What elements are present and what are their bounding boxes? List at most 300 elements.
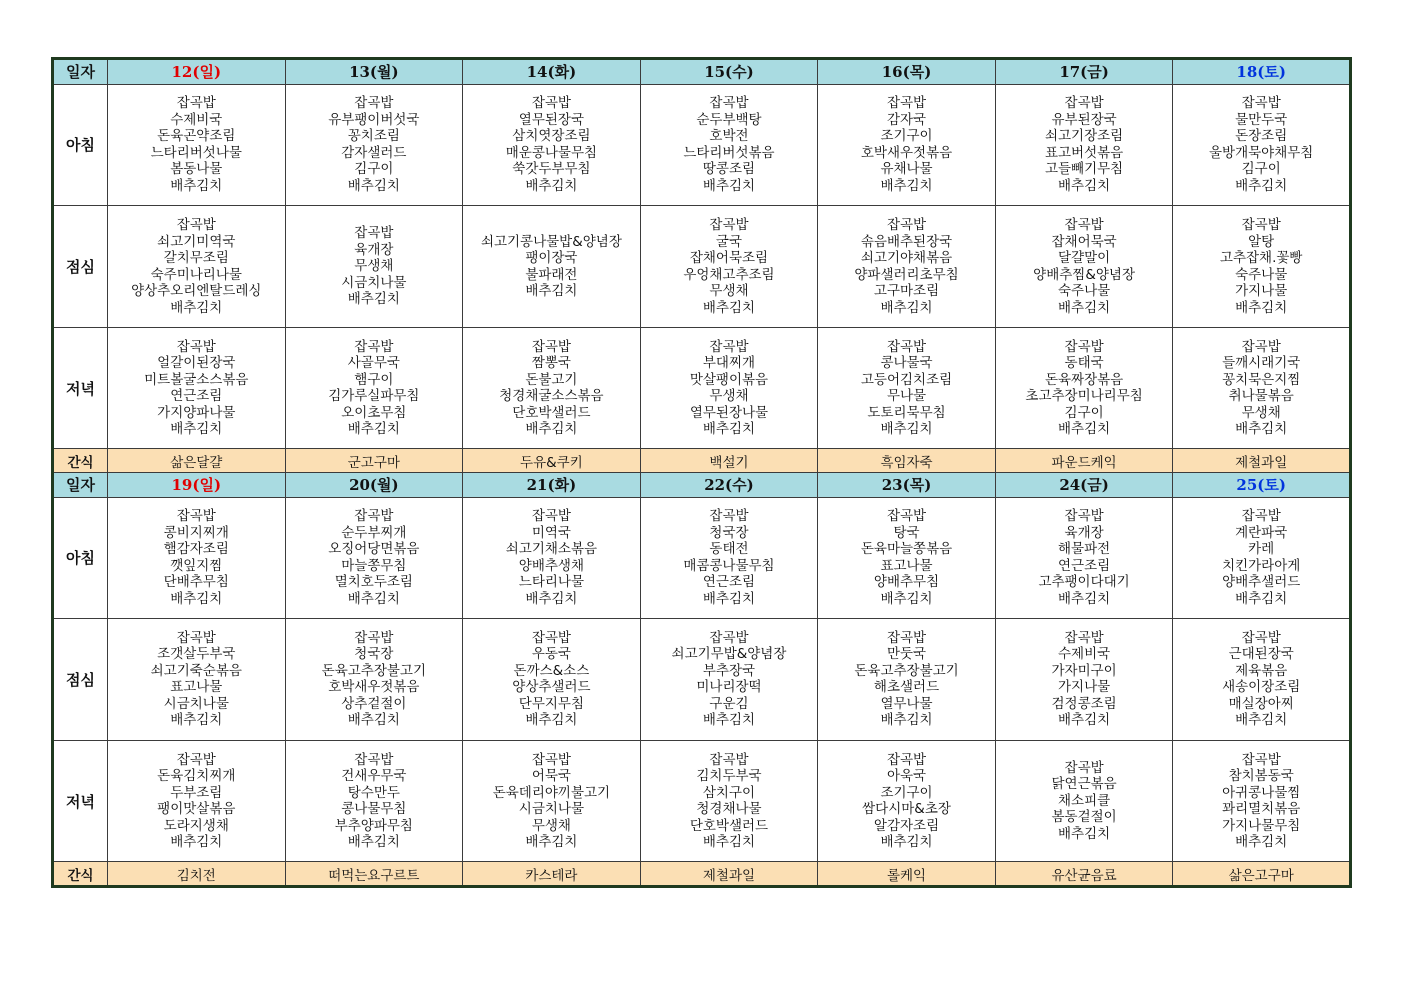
- menu-table-body: [53, 59, 1351, 887]
- dish-item: 쇠고기채소볶음: [505, 541, 598, 558]
- dish-item: 잡곡밥: [531, 338, 571, 355]
- dish-item: 봄동나물: [170, 161, 223, 178]
- dish-item: 김구이: [1064, 404, 1104, 421]
- dish-item: 제육볶음: [1235, 662, 1288, 679]
- dish-item: 잡곡밥: [1241, 751, 1281, 768]
- dinner-menu-cell: [640, 327, 818, 449]
- dish-item: 탕수만두: [347, 784, 400, 801]
- dish-item: 잡곡밥: [886, 629, 927, 646]
- dinner-menu-cell: [108, 327, 286, 449]
- dish-item: 청국장: [354, 646, 394, 663]
- dinner-menu-cell: [818, 740, 996, 862]
- breakfast-menu-cell: [108, 497, 286, 619]
- dish-item: 열무나물: [880, 695, 933, 712]
- day-header: 15(수): [640, 59, 818, 85]
- dish-item: 배추김치: [880, 421, 933, 438]
- dish-item: 어묵국: [531, 768, 571, 785]
- dish-item: 잡채어묵국: [1051, 233, 1117, 250]
- dish-item: 가지양파나물: [157, 404, 236, 421]
- breakfast-menu-cell: [285, 84, 463, 206]
- dish-item: 알감자조림: [873, 817, 940, 834]
- dish-item: 새송이장조림: [1222, 679, 1301, 696]
- dish-item: 청경채나물: [696, 801, 762, 818]
- dish-item: 배추김치: [1058, 421, 1111, 438]
- dish-item: 배추김치: [525, 834, 578, 851]
- dish-item: 잡곡밥: [354, 338, 394, 355]
- dish-item: 우동국: [531, 646, 571, 663]
- dish-item: 배추김치: [525, 421, 578, 438]
- dish-item: 초고추장미나리무침: [1025, 388, 1143, 405]
- dish-item: 잡곡밥: [176, 751, 216, 768]
- dinner-menu-cell: [463, 740, 641, 862]
- dish-item: 마늘쫑무침: [341, 557, 407, 574]
- dish-item: 유채나물: [880, 161, 933, 178]
- dinner-menu-cell: [995, 327, 1173, 449]
- dish-item: 양배추무침: [873, 574, 940, 591]
- lunch-menu-cell: [463, 619, 641, 741]
- dish-item: 잡곡밥: [531, 629, 571, 646]
- lunch-menu-cell: [285, 619, 463, 741]
- dish-item: 돈육짜장볶음: [1044, 371, 1124, 388]
- dish-item: 깻잎지찜: [170, 557, 223, 574]
- dish-item: 잡곡밥: [886, 338, 927, 355]
- dish-item: 배추김치: [347, 834, 400, 851]
- dish-item: 잡곡밥: [1064, 629, 1104, 646]
- dish-item: 콩나물무침: [341, 801, 407, 818]
- dish-item: 달걀말이: [1058, 250, 1111, 266]
- dish-item: 무생채: [354, 258, 394, 275]
- dish-item: 물만두국: [1235, 111, 1288, 128]
- dish-item: 배추김치: [347, 590, 400, 607]
- dinner-menu-cell: [285, 740, 463, 862]
- dish-item: 돈육마늘쫑볶음: [860, 541, 953, 558]
- dish-item: 짬뽕국: [531, 355, 571, 372]
- dish-item: 표고나물: [880, 557, 933, 574]
- dish-item: 잡채어묵조림: [689, 250, 769, 266]
- dish-item: 잡곡밥: [709, 508, 749, 525]
- day-header: 20(월): [285, 472, 463, 497]
- day-header: 24(금): [995, 472, 1173, 497]
- dish-item: 쌈다시마&초장: [862, 801, 951, 818]
- snack-cell: 삶은고구마: [1173, 862, 1351, 887]
- dish-item: 동태국: [1064, 355, 1104, 372]
- dish-item: 불파래전: [525, 266, 578, 283]
- dish-item: 수제비국: [170, 111, 223, 128]
- dish-item: 조기구이: [880, 784, 933, 801]
- dish-item: 고추잡채.꽃빵: [1219, 250, 1303, 266]
- dish-item: 쇠고기콩나물밥&양념장: [480, 233, 622, 250]
- dish-item: 도라지생채: [163, 817, 229, 834]
- dish-item: 조갯살두부국: [157, 646, 236, 663]
- dish-item: 배추김치: [880, 712, 933, 729]
- breakfast-row-label: 아침: [53, 497, 108, 619]
- dish-item: 잡곡밥: [354, 225, 394, 242]
- dish-item: 잡곡밥: [176, 95, 216, 112]
- breakfast-menu-cell: [995, 84, 1173, 206]
- dish-item: 잡곡밥: [1064, 95, 1104, 112]
- dish-item: 무생채: [709, 388, 749, 405]
- dish-item: 고등어김치조림: [860, 371, 953, 388]
- dish-item: 배추김치: [525, 177, 578, 194]
- dish-item: 잡곡밥: [886, 508, 927, 525]
- dish-item: 꽈리멸치볶음: [1222, 801, 1301, 818]
- breakfast-menu-cell: [640, 497, 818, 619]
- dish-item: 탕국: [893, 524, 920, 541]
- dish-item: 배추김치: [880, 590, 933, 607]
- dish-item: 잡곡밥: [1064, 217, 1104, 233]
- dish-item: 열무된장나물: [689, 404, 769, 421]
- dish-item: 배추김치: [347, 421, 400, 438]
- snack-cell: 군고구마: [285, 449, 463, 473]
- day-header: 14(화): [463, 59, 641, 85]
- dinner-menu-cell: [640, 740, 818, 862]
- dish-item: 배추김치: [880, 299, 933, 316]
- dish-item: 수제비국: [1058, 646, 1111, 663]
- breakfast-menu-cell: [463, 84, 641, 206]
- dish-item: 배추김치: [702, 299, 756, 316]
- lunch-row-label: 점심: [53, 619, 108, 741]
- breakfast-menu-cell: [818, 497, 996, 619]
- lunch-row-label: 점심: [53, 206, 108, 328]
- dish-item: 잡곡밥: [709, 338, 749, 355]
- day-header: 19(일): [108, 472, 286, 497]
- dish-item: 알탕: [1248, 233, 1275, 250]
- dish-item: 만둣국: [886, 646, 927, 663]
- dish-item: 콩비지찌개: [163, 524, 229, 541]
- dish-item: 배추김치: [170, 712, 223, 729]
- dish-item: 잡곡밥: [886, 95, 927, 112]
- lunch-menu-cell: [1173, 619, 1351, 741]
- dinner-menu-cell: [285, 327, 463, 449]
- breakfast-menu-cell: [640, 84, 818, 206]
- dish-item: 배추김치: [1058, 177, 1111, 194]
- dish-item: 배추김치: [170, 299, 223, 316]
- dish-item: 오징어당면볶음: [328, 541, 420, 558]
- breakfast-row: [53, 84, 1351, 206]
- dish-item: 잡곡밥: [1064, 759, 1104, 776]
- breakfast-menu-cell: [285, 497, 463, 619]
- dish-item: 호박전: [709, 128, 749, 145]
- dish-item: 닭연근볶음: [1051, 776, 1117, 793]
- dish-item: 육개장: [354, 241, 394, 258]
- dish-item: 들깨시래기국: [1222, 355, 1301, 372]
- date-header-row: [53, 472, 1351, 497]
- dish-item: 무나물: [886, 388, 927, 405]
- dish-item: 쇠고기장조림: [1044, 128, 1124, 145]
- dish-item: 팽이장국: [525, 250, 578, 266]
- dish-item: 잡곡밥: [886, 751, 927, 768]
- dish-item: 표고나물: [170, 679, 223, 696]
- dish-item: 검정콩조림: [1051, 695, 1117, 712]
- lunch-menu-cell: [285, 206, 463, 328]
- dish-item: 해초샐러드: [873, 679, 940, 696]
- day-header: 12(일): [108, 59, 286, 85]
- dish-item: 무생채: [531, 817, 571, 834]
- dish-item: 잡곡밥: [354, 508, 394, 525]
- dish-item: 유부된장국: [1051, 111, 1117, 128]
- day-header: 23(목): [818, 472, 996, 497]
- dish-item: 꽁치조림: [347, 128, 400, 145]
- dish-item: 잡곡밥: [709, 629, 749, 646]
- dish-item: 잡곡밥: [1241, 338, 1281, 355]
- dish-item: 돈불고기: [525, 371, 578, 388]
- dish-item: 연근조림: [170, 388, 223, 405]
- dish-item: 부추장국: [702, 662, 756, 679]
- snack-cell: 삶은달걀: [108, 449, 286, 473]
- day-header: 21(화): [463, 472, 641, 497]
- weekly-meal-menu-table: [51, 57, 1352, 888]
- dish-item: 돈육고추장불고기: [854, 662, 959, 679]
- dish-item: 느타리버섯볶음: [683, 144, 775, 161]
- breakfast-menu-cell: [463, 497, 641, 619]
- date-row-label: 일자: [53, 59, 108, 85]
- lunch-row: [53, 619, 1351, 741]
- snack-cell: 흑임자죽: [818, 449, 996, 473]
- dish-item: 가지나물무침: [1222, 817, 1301, 834]
- lunch-menu-cell: [640, 619, 818, 741]
- dish-item: 연근조림: [1058, 557, 1111, 574]
- dish-item: 아귀콩나물찜: [1222, 784, 1301, 801]
- dish-item: 김치두부국: [696, 768, 762, 785]
- day-header: 16(목): [818, 59, 996, 85]
- dish-item: 연근조림: [702, 574, 756, 591]
- dish-item: 돈까스&소스: [513, 662, 590, 679]
- dish-item: 잡곡밥: [709, 217, 749, 233]
- day-header: 13(월): [285, 59, 463, 85]
- dish-item: 양배추생채: [518, 557, 585, 574]
- dish-item: 배추김치: [170, 834, 223, 851]
- dish-item: 시금치나물: [518, 801, 585, 818]
- dish-item: 잡곡밥: [354, 629, 394, 646]
- dish-item: 굴국: [715, 233, 743, 250]
- dish-item: 도토리묵무침: [867, 404, 946, 421]
- dish-item: 돈육고추장불고기: [321, 662, 426, 679]
- dish-item: 잡곡밥: [531, 751, 571, 768]
- dish-item: 배추김치: [702, 177, 756, 194]
- dish-item: 매콤콩나물무침: [683, 557, 775, 574]
- lunch-menu-cell: [1173, 206, 1351, 328]
- lunch-menu-cell: [640, 206, 818, 328]
- breakfast-menu-cell: [1173, 497, 1351, 619]
- dish-item: 동태전: [709, 541, 749, 558]
- lunch-menu-cell: [108, 206, 286, 328]
- day-header: 22(수): [640, 472, 818, 497]
- dish-item: 잡곡밥: [176, 217, 216, 233]
- dish-item: 배추김치: [1235, 834, 1288, 851]
- snack-row: [53, 449, 1351, 473]
- dish-item: 햄구이: [354, 371, 394, 388]
- dish-item: 봄동겉절이: [1051, 809, 1117, 826]
- dish-item: 근대된장국: [1228, 646, 1294, 663]
- dish-item: 잡곡밥: [1241, 508, 1281, 525]
- dish-item: 양상추샐러드: [512, 679, 591, 696]
- dish-item: 솎음배추된장국: [860, 233, 953, 250]
- dish-item: 숙주나물: [1058, 283, 1111, 299]
- dish-item: 돈육김치찌개: [157, 768, 236, 785]
- lunch-menu-cell: [108, 619, 286, 741]
- dish-item: 잡곡밥: [531, 508, 571, 525]
- dish-item: 쑥갓두부무침: [512, 161, 591, 178]
- dish-item: 사골무국: [347, 355, 400, 372]
- dish-item: 삼치엿장조림: [512, 128, 591, 145]
- breakfast-menu-cell: [1173, 84, 1351, 206]
- dish-item: 배추김치: [1235, 177, 1288, 194]
- dish-item: 우엉채고추조림: [683, 266, 775, 283]
- dinner-menu-cell: [463, 327, 641, 449]
- dish-item: 느타리버섯나물: [150, 144, 242, 161]
- breakfast-menu-cell: [995, 497, 1173, 619]
- snack-cell: 두유&쿠키: [463, 449, 641, 473]
- snack-row: [53, 862, 1351, 887]
- dish-item: 미트볼굴소스볶음: [144, 371, 249, 388]
- dish-item: 팽이맛살볶음: [157, 801, 236, 818]
- dish-item: 배추김치: [525, 712, 578, 729]
- dish-item: 잡곡밥: [354, 751, 394, 768]
- dish-item: 배추김치: [880, 177, 933, 194]
- dish-item: 숙주미나리나물: [150, 266, 242, 283]
- dish-item: 잡곡밥: [176, 338, 216, 355]
- dish-item: 배추김치: [1058, 825, 1111, 842]
- dish-item: 가자미구이: [1051, 662, 1117, 679]
- dish-item: 고구마조림: [873, 283, 940, 299]
- dish-item: 고들빼기무침: [1044, 161, 1124, 178]
- snack-cell: 제철과일: [1173, 449, 1351, 473]
- snack-row-label: 간식: [53, 862, 108, 887]
- dish-item: 양배추찜&양념장: [1033, 266, 1135, 283]
- dish-item: 부추양파무침: [334, 817, 413, 834]
- dish-item: 부대찌개: [702, 355, 756, 372]
- dish-item: 계란파국: [1235, 524, 1288, 541]
- dish-item: 해물파전: [1058, 541, 1111, 558]
- dinner-row-label: 저녁: [53, 327, 108, 449]
- date-header-row: [53, 59, 1351, 85]
- snack-cell: 백설기: [640, 449, 818, 473]
- dish-item: 아욱국: [886, 768, 927, 785]
- lunch-menu-cell: [818, 206, 996, 328]
- dish-item: 상추겉절이: [341, 695, 407, 712]
- dish-item: 구운김: [709, 695, 749, 712]
- dish-item: 숙주나물: [1235, 266, 1288, 283]
- dish-item: 양파샐러리초무침: [854, 266, 959, 283]
- dish-item: 배추김치: [702, 712, 756, 729]
- dish-item: 가지나물: [1058, 679, 1111, 696]
- day-header: 17(금): [995, 59, 1173, 85]
- dish-item: 잡곡밥: [1064, 508, 1104, 525]
- dish-item: 배추김치: [702, 590, 756, 607]
- dish-item: 잡곡밥: [531, 95, 571, 112]
- date-row-label: 일자: [53, 472, 108, 497]
- dish-item: 김구이: [354, 161, 394, 178]
- dish-item: 콩나물국: [880, 355, 933, 372]
- lunch-row: [53, 206, 1351, 328]
- snack-cell: 제철과일: [640, 862, 818, 887]
- dish-item: 잡곡밥: [1241, 217, 1281, 233]
- dish-item: 매운콩나물무침: [505, 144, 598, 161]
- breakfast-row-label: 아침: [53, 84, 108, 206]
- snack-cell: 유산균음료: [995, 862, 1173, 887]
- dish-item: 순두부찌개: [341, 524, 407, 541]
- dish-item: 오이초무침: [341, 404, 407, 421]
- dish-item: 김가루실파무침: [328, 388, 420, 405]
- breakfast-row: [53, 497, 1351, 619]
- dish-item: 잡곡밥: [886, 217, 927, 233]
- dish-item: 배추김치: [525, 283, 578, 299]
- snack-cell: 롤케익: [818, 862, 996, 887]
- dish-item: 쇠고기무밥&양념장: [671, 646, 787, 663]
- dish-item: 꽁치묵은지찜: [1222, 371, 1301, 388]
- dish-item: 맛살팽이볶음: [689, 371, 769, 388]
- dish-item: 미역국: [531, 524, 571, 541]
- lunch-menu-cell: [818, 619, 996, 741]
- lunch-menu-cell: [995, 206, 1173, 328]
- dish-item: 얼갈이된장국: [157, 355, 236, 372]
- dish-item: 감자샐러드: [341, 144, 407, 161]
- dish-item: 채소피클: [1058, 792, 1111, 809]
- dish-item: 배추김치: [170, 177, 223, 194]
- dish-item: 쇠고기미역국: [157, 233, 236, 250]
- breakfast-menu-cell: [818, 84, 996, 206]
- dish-item: 치킨가라아게: [1222, 557, 1301, 574]
- dish-item: 돈육곤약조림: [157, 128, 236, 145]
- lunch-menu-cell: [463, 206, 641, 328]
- dish-item: 표고버섯볶음: [1044, 144, 1124, 161]
- dish-item: 호박새우젓볶음: [328, 679, 420, 696]
- dish-item: 카레: [1248, 541, 1275, 558]
- dish-item: 양배추샐러드: [1222, 574, 1301, 591]
- dish-item: 유부팽이버섯국: [328, 111, 420, 128]
- dish-item: 울방개묵야채무침: [1209, 144, 1314, 161]
- dish-item: 돈장조림: [1235, 128, 1288, 145]
- snack-row-label: 간식: [53, 449, 108, 473]
- dish-item: 시금치나물: [341, 274, 407, 291]
- dinner-menu-cell: [995, 740, 1173, 862]
- dish-item: 배추김치: [880, 834, 933, 851]
- day-header: 25(토): [1173, 472, 1351, 497]
- dish-item: 멸치호두조림: [334, 574, 413, 591]
- dish-item: 단배추무침: [163, 574, 229, 591]
- dish-item: 갈치무조림: [163, 250, 229, 266]
- dish-item: 단호박샐러드: [689, 817, 769, 834]
- dish-item: 열무된장국: [518, 111, 585, 128]
- dish-item: 배추김치: [347, 177, 400, 194]
- dish-item: 배추김치: [1235, 299, 1288, 316]
- dish-item: 잡곡밥: [354, 95, 394, 112]
- dish-item: 배추김치: [1235, 421, 1288, 438]
- dish-item: 조기구이: [880, 128, 933, 145]
- dish-item: 배추김치: [170, 421, 223, 438]
- dish-item: 육개장: [1064, 524, 1104, 541]
- dish-item: 무생채: [709, 283, 749, 299]
- dish-item: 배추김치: [702, 421, 756, 438]
- breakfast-menu-cell: [108, 84, 286, 206]
- dish-item: 단무지무침: [518, 695, 585, 712]
- dish-item: 쇠고기죽순볶음: [150, 662, 242, 679]
- dish-item: 삼치구이: [702, 784, 756, 801]
- dish-item: 감자국: [886, 111, 927, 128]
- dish-item: 무생채: [1241, 404, 1281, 421]
- dish-item: 돈육데리야끼불고기: [492, 784, 611, 801]
- dish-item: 배추김치: [1058, 299, 1111, 316]
- dish-item: 느타리나물: [518, 574, 585, 591]
- dish-item: 배추김치: [1235, 712, 1288, 729]
- dinner-menu-cell: [108, 740, 286, 862]
- dish-item: 청국장: [709, 524, 749, 541]
- dish-item: 잡곡밥: [709, 751, 749, 768]
- dinner-menu-cell: [818, 327, 996, 449]
- snack-cell: 떠먹는요구르트: [285, 862, 463, 887]
- dinner-menu-cell: [1173, 740, 1351, 862]
- dish-item: 취나물볶음: [1228, 388, 1294, 405]
